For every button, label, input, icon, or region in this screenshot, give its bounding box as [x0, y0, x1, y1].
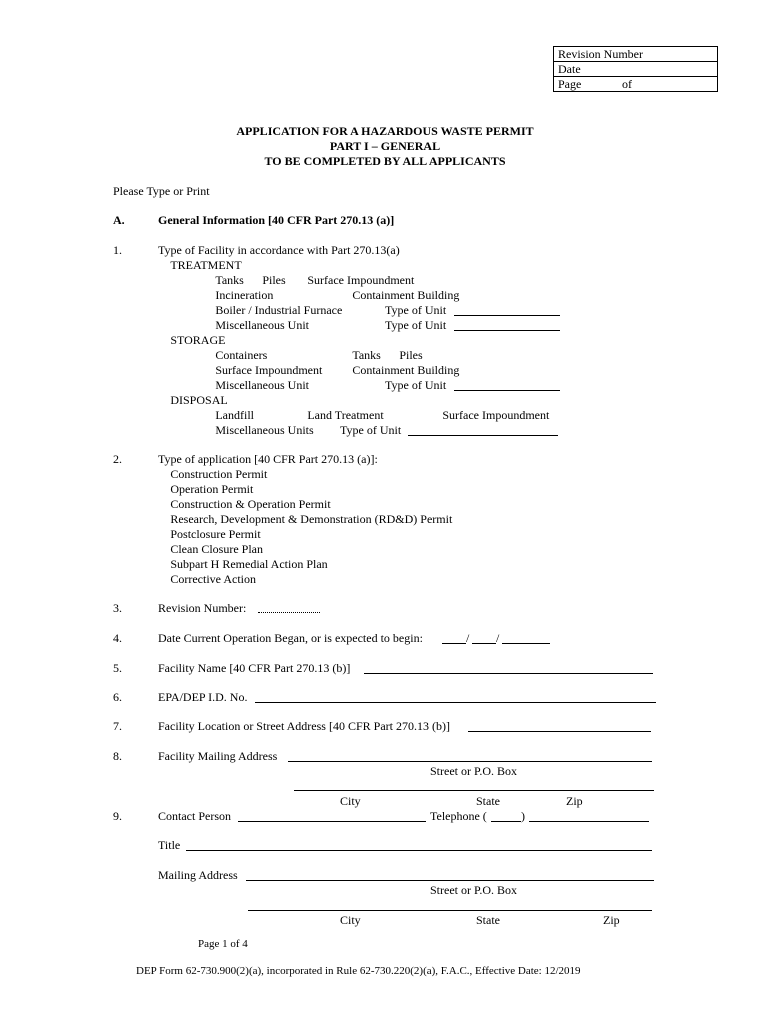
- disposal-misc-checkbox[interactable]: [203, 423, 314, 437]
- checkbox-icon: [158, 542, 167, 556]
- storage-piles-checkbox[interactable]: [387, 348, 423, 362]
- application-type-label: Research, Development & Demonstration (RD&D) Permit: [158, 512, 440, 526]
- form-title: APPLICATION FOR A HAZARDOUS WASTE PERMIT: [236, 124, 534, 138]
- application-type-label: Construction & Operation Permit: [158, 497, 319, 511]
- mailing-street-caption: Street or P.O. Box: [430, 764, 517, 778]
- storage-containment-label: Containment Building: [340, 363, 447, 377]
- contact-street-field[interactable]: [246, 880, 654, 881]
- telephone-area-code-field[interactable]: [491, 821, 521, 822]
- application-type-option[interactable]: [158, 497, 331, 511]
- date-month-field[interactable]: [442, 643, 466, 644]
- boiler-label: Boiler / Industrial Furnace: [203, 303, 330, 317]
- mailing-city-caption: City: [340, 794, 361, 808]
- revision-number-field[interactable]: [258, 612, 320, 613]
- disposal-land-treatment-checkbox[interactable]: [295, 408, 384, 422]
- section-a-title: General Information [40 CFR Part 270.13 (a)]: [158, 213, 395, 227]
- treatment-piles-checkbox[interactable]: [250, 273, 286, 287]
- misc-type-of-unit-label: Type of Unit: [385, 318, 447, 332]
- disposal-type-of-unit-field[interactable]: [408, 435, 558, 436]
- q4-number: 4.: [113, 631, 122, 645]
- storage-checkbox[interactable]: [158, 333, 225, 347]
- disposal-landfill-checkbox[interactable]: [203, 408, 254, 422]
- checkbox-icon: [340, 288, 349, 302]
- contact-zip-caption: Zip: [603, 913, 620, 927]
- application-type-label: Corrective Action: [158, 572, 244, 586]
- date-separator: /: [496, 631, 500, 645]
- application-type-label: Clean Closure Plan: [158, 542, 251, 556]
- storage-tanks-label: Tanks: [340, 348, 369, 362]
- treatment-surface-checkbox[interactable]: [295, 273, 414, 287]
- disposal-checkbox[interactable]: [158, 393, 228, 407]
- q7-number: 7.: [113, 719, 122, 733]
- epa-id-field[interactable]: [255, 702, 656, 703]
- mailing-zip-caption: Zip: [566, 794, 583, 808]
- boiler-type-of-unit-label: Type of Unit: [385, 303, 447, 317]
- telephone-close-paren: ): [521, 809, 525, 823]
- q6-number: 6.: [113, 690, 122, 704]
- revision-number-label: Revision Number: [558, 47, 643, 61]
- q5-label: Facility Name [40 CFR Part 270.13 (b)]: [158, 661, 351, 675]
- revision-date-row[interactable]: [554, 62, 717, 77]
- checkbox-icon: [340, 363, 349, 377]
- contact-person-field[interactable]: [238, 821, 426, 822]
- checkbox-icon: [158, 467, 167, 481]
- q8-number: 8.: [113, 749, 122, 763]
- landfill-label: Landfill: [203, 408, 242, 422]
- q4-label: Date Current Operation Began, or is expected to begin:: [158, 631, 423, 645]
- application-type-option[interactable]: [158, 542, 263, 556]
- storage-surface-label: Surface Impoundment: [203, 363, 310, 377]
- q1-number: 1.: [113, 243, 122, 257]
- piles-label: Piles: [250, 273, 274, 287]
- contact-city-state-zip-field[interactable]: [248, 910, 652, 911]
- application-type-option[interactable]: [158, 572, 256, 586]
- surface-impoundment-label: Surface Impoundment: [295, 273, 402, 287]
- q8-label: Facility Mailing Address: [158, 749, 278, 763]
- revision-of-label: of: [622, 77, 632, 91]
- storage-surface-checkbox[interactable]: [203, 363, 322, 377]
- application-type-label: Operation Permit: [158, 482, 241, 496]
- checkbox-icon: [203, 273, 212, 287]
- q3-number: 3.: [113, 601, 122, 615]
- storage-type-of-unit-field[interactable]: [454, 390, 560, 391]
- checkbox-icon: [158, 572, 167, 586]
- checkbox-icon: [250, 273, 259, 287]
- section-a-number: A.: [113, 213, 125, 227]
- checkbox-icon: [203, 348, 212, 362]
- checkbox-icon: [158, 333, 167, 347]
- storage-containment-checkbox[interactable]: [340, 363, 459, 377]
- storage-label: STORAGE: [158, 333, 214, 347]
- application-type-option[interactable]: [158, 557, 328, 571]
- contact-mailing-label: Mailing Address: [158, 868, 238, 882]
- revision-box: [553, 46, 718, 92]
- q1-label: Type of Facility in accordance with Part 270.13(a): [158, 243, 400, 257]
- checkbox-icon: [203, 423, 212, 437]
- application-type-label: Construction Permit: [158, 467, 255, 481]
- storage-tanks-checkbox[interactable]: [340, 348, 381, 362]
- application-type-label: Subpart H Remedial Action Plan: [158, 557, 316, 571]
- checkbox-icon: [158, 482, 167, 496]
- checkbox-icon: [158, 393, 167, 407]
- revision-number-row[interactable]: [554, 47, 717, 62]
- q6-label: EPA/DEP I.D. No.: [158, 690, 248, 704]
- facility-location-field[interactable]: [468, 731, 651, 732]
- revision-date-label: Date: [558, 62, 581, 76]
- checkbox-icon: [203, 378, 212, 392]
- title-field[interactable]: [186, 850, 652, 851]
- q9-number: 9.: [113, 809, 122, 823]
- contact-state-caption: State: [476, 913, 500, 927]
- contact-street-caption: Street or P.O. Box: [430, 883, 517, 897]
- checkbox-icon: [158, 527, 167, 541]
- revision-page-row[interactable]: [554, 77, 717, 91]
- treatment-containment-checkbox[interactable]: [340, 288, 459, 302]
- checkbox-icon: [203, 303, 212, 317]
- checkbox-icon: [158, 557, 167, 571]
- checkbox-icon: [387, 348, 396, 362]
- mailing-street-field[interactable]: [288, 761, 652, 762]
- checkbox-icon: [158, 512, 167, 526]
- misc-units-label: Miscellaneous Units: [203, 423, 302, 437]
- date-day-field[interactable]: [472, 643, 496, 644]
- mailing-state-caption: State: [476, 794, 500, 808]
- page-number: Page 1 of 4: [198, 938, 248, 950]
- checkbox-icon: [295, 273, 304, 287]
- checkbox-icon: [203, 318, 212, 332]
- storage-type-of-unit-label: Type of Unit: [385, 378, 447, 392]
- q9-label: Contact Person: [158, 809, 231, 823]
- instruction-text: Please Type or Print: [113, 184, 210, 198]
- checkbox-icon: [430, 408, 439, 422]
- application-type-label: Postclosure Permit: [158, 527, 249, 541]
- disposal-label: DISPOSAL: [158, 393, 216, 407]
- mailing-city-state-zip-field[interactable]: [294, 790, 654, 791]
- telephone-label: Telephone (: [430, 809, 487, 823]
- application-type-option[interactable]: [158, 467, 267, 481]
- incineration-label: Incineration: [203, 288, 261, 302]
- title-label: Title: [158, 838, 181, 852]
- application-type-option[interactable]: [158, 527, 261, 541]
- q2-number: 2.: [113, 452, 122, 466]
- boiler-type-of-unit-field[interactable]: [454, 315, 560, 316]
- checkbox-icon: [295, 408, 304, 422]
- disposal-type-of-unit-label: Type of Unit: [340, 423, 402, 437]
- q5-number: 5.: [113, 661, 122, 675]
- storage-piles-label: Piles: [387, 348, 411, 362]
- tanks-label: Tanks: [203, 273, 232, 287]
- q3-label: Revision Number:: [158, 601, 247, 615]
- checkbox-icon: [203, 288, 212, 302]
- storage-containers-checkbox[interactable]: [203, 348, 267, 362]
- treatment-tanks-checkbox[interactable]: [203, 273, 244, 287]
- treatment-label: TREATMENT: [158, 258, 230, 272]
- containment-building-label: Containment Building: [340, 288, 447, 302]
- checkbox-icon: [203, 363, 212, 377]
- revision-page-label: Page: [558, 77, 582, 91]
- checkbox-icon: [203, 408, 212, 422]
- date-year-field[interactable]: [502, 643, 550, 644]
- date-separator: /: [466, 631, 470, 645]
- containers-label: Containers: [203, 348, 255, 362]
- q7-label: Facility Location or Street Address [40 CFR Part 270.13 (b)]: [158, 719, 450, 733]
- treatment-misc-checkbox[interactable]: [203, 318, 309, 332]
- misc-unit-label: Miscellaneous Unit: [203, 318, 297, 332]
- misc-type-of-unit-field[interactable]: [454, 330, 560, 331]
- checkbox-icon: [158, 497, 167, 511]
- treatment-checkbox[interactable]: [158, 258, 242, 272]
- q2-label: Type of application [40 CFR Part 270.13 (a)]:: [158, 452, 378, 466]
- storage-misc-checkbox[interactable]: [203, 378, 309, 392]
- treatment-incineration-checkbox[interactable]: [203, 288, 273, 302]
- treatment-boiler-checkbox[interactable]: [203, 303, 342, 317]
- checkbox-icon: [158, 258, 167, 272]
- disposal-surface-checkbox[interactable]: [430, 408, 549, 422]
- land-treatment-label: Land Treatment: [295, 408, 372, 422]
- form-citation: DEP Form 62-730.900(2)(a), incorporated in Rule 62-730.220(2)(a), F.A.C., Effective Date: 12/2019: [136, 965, 581, 977]
- facility-name-field[interactable]: [364, 673, 653, 674]
- application-type-option[interactable]: [158, 512, 452, 526]
- contact-city-caption: City: [340, 913, 361, 927]
- form-part: PART I – GENERAL: [329, 139, 441, 153]
- application-type-option[interactable]: [158, 482, 253, 496]
- checkbox-icon: [340, 348, 349, 362]
- storage-misc-label: Miscellaneous Unit: [203, 378, 297, 392]
- disposal-surface-label: Surface Impoundment: [430, 408, 537, 422]
- telephone-number-field[interactable]: [529, 821, 649, 822]
- form-subtitle: TO BE COMPLETED BY ALL APPLICANTS: [264, 154, 506, 168]
